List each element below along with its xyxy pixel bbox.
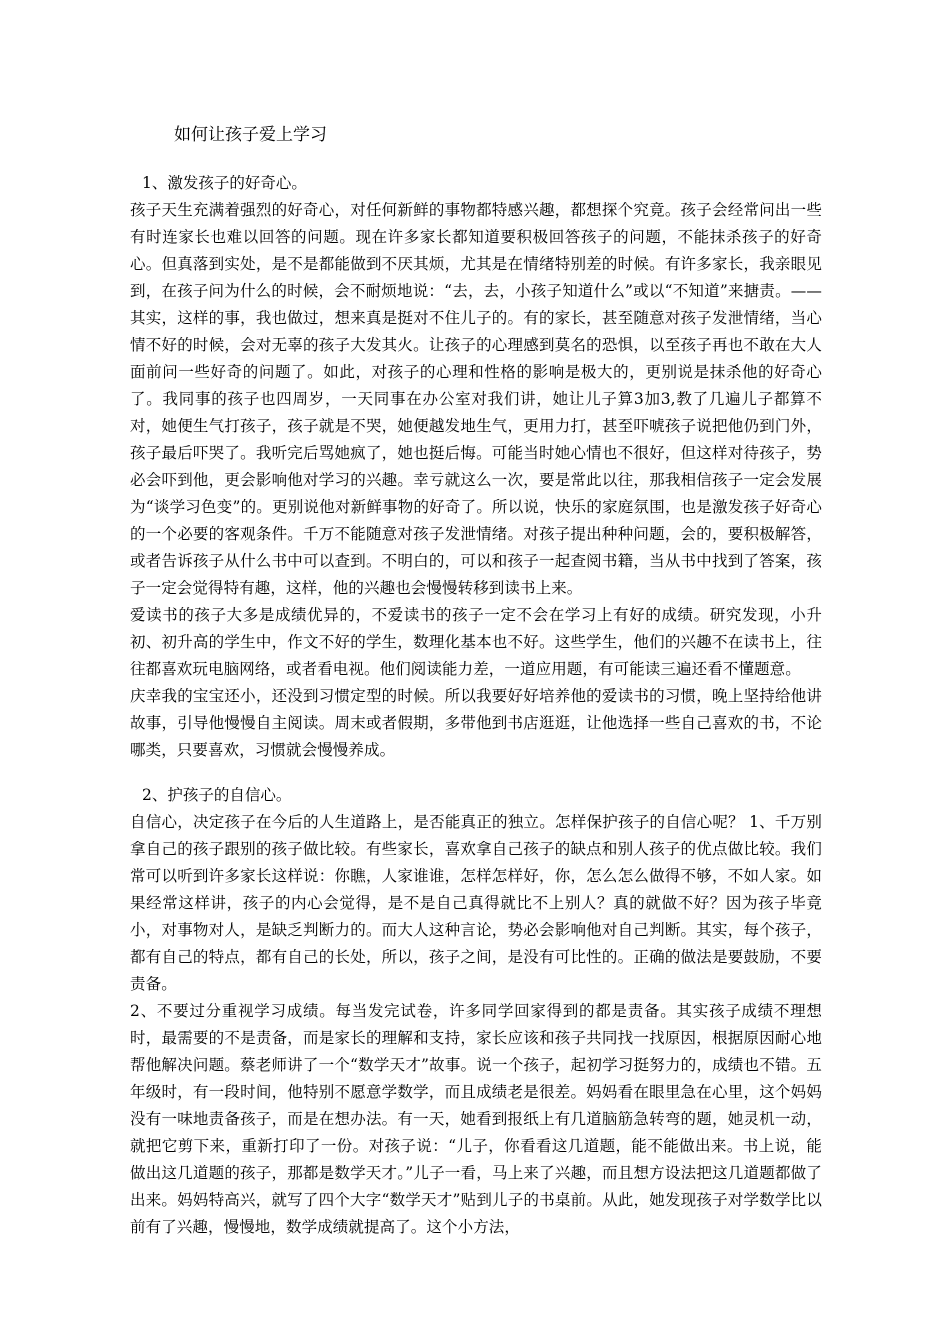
document-page bbox=[130, 118, 822, 1241]
section-heading: 2、护孩子的自信心。 bbox=[142, 786, 292, 804]
paragraph: 孩子天生充满着强烈的好奇心，对任何新鲜的事物都特感兴趣，都想探个究竟。孩子会经常问出一些有时连家长也难以回答的问题。现在许多家长都知道要积极回答孩子的问题，不能抹杀孩子的好奇心。但真落到实处，是不是都能做到不厌其烦，尤其是在情绪特别差的时候。有许多家长，我亲眼见到，在孩子问为什么的时候，会不耐烦地说：“去，去，小孩子知道什么”或以“不知道”来搪责。——其实，这样的事，我也做过，想来真是挺对不住儿子的。有的家长，甚至随意对孩子发泄情绪，当心情不好的时候，会对无辜的孩子大发其火。让孩子的心理感到莫名的恐惧，以至孩子再也不敢在大人面前问一些好奇的问题了。如此，对孩子的心理和性格的影响是极大的，更别说是抹杀他的好奇心了。我同事的孩子也四周岁，一天同事在办公室对我们讲，她让儿子算3加3,教了几遍儿子都算不对，她便生气打孩子，孩子就是不哭，她便越发地生气，更用力打，甚至吓唬孩子说把他仍到门外，孩子最后吓哭了。我听完后骂她疯了，她也挺后悔。可能当时她心情也不很好，但这样对待孩子，势必会吓到他，更会影响他对学习的兴趣。幸亏就这么一次，要是常此以往，那我相信孩子一定会发展为“谈学习色变”的。更别说他对新鲜事物的好奇了。所以说，快乐的家庭氛围，也是激发孩子好奇心的一个必要的客观条件。千万不能随意对孩子发泄情绪。对孩子提出种种问题，会的，要积极解答，或者告诉孩子从什么书中可以查到。不明白的，可以和孩子一起查阅书籍，当从书中找到了答案，孩子一定会觉得特有趣，这样，他的兴趣也会慢慢转移到读书上来。 bbox=[130, 201, 822, 597]
paragraph: 庆幸我的宝宝还小，还没到习惯定型的时候。所以我要好好培养他的爱读书的习惯，晚上坚持给他讲故事，引导他慢慢自主阅读。周末或者假期，多带他到书店逛逛，让他选择一些自己喜欢的书，不论哪类，只要喜欢，习惯就会慢慢养成。 bbox=[130, 687, 822, 759]
section-heading: 1、激发孩子的好奇心。 bbox=[142, 174, 307, 192]
section-curiosity bbox=[130, 170, 822, 764]
paragraph: 爱读书的孩子大多是成绩优异的，不爱读书的孩子一定不会在学习上有好的成绩。研究发现，小升初、初升高的学生中，作文不好的学生，数理化基本也不好。这些学生，他们的兴趣不在读书上，往往都喜欢玩电脑网络，或者看电视。他们阅读能力差，一道应用题，有可能读三遍还看不懂题意。 bbox=[130, 606, 822, 678]
paragraph: 自信心，决定孩子在今后的人生道路上，是否能真正的独立。怎样保护孩子的自信心呢？ 1、千万别拿自己的孩子跟别的孩子做比较。有些家长，喜欢拿自己孩子的缺点和别人孩子的优点做比较。我们常可以听到许多家长这样说：你瞧，人家谁谁，怎样怎样好，你，怎么怎么做得不够，不如人家。如果经常这样讲，孩子的内心会觉得，是不是自己真得就比不上别人？真的就做不好？因为孩子毕竟小，对事物对人，是缺乏判断力的。而大人这种言论，势必会影响他对自己判断。其实，每个孩子，都有自己的特点，都有自己的长处，所以，孩子之间，是没有可比性的。正确的做法是要鼓励，不要责备。 bbox=[130, 813, 822, 993]
section-confidence bbox=[130, 782, 822, 1241]
document-title: 如何让孩子爱上学习 bbox=[174, 125, 327, 145]
paragraph: 2、不要过分重视学习成绩。每当发完试卷，许多同学回家得到的都是责备。其实孩子成绩不理想时，最需要的不是责备，而是家长的理解和支持，家长应该和孩子共同找一找原因，根据原因耐心地帮他解决问题。蔡老师讲了一个“数学天才”故事。说一个孩子，起初学习挺努力的，成绩也不错。五年级时，有一段时间，他特别不愿意学数学，而且成绩老是很差。妈妈看在眼里急在心里，这个妈妈没有一味地责备孩子，而是在想办法。有一天，她看到报纸上有几道脑筋急转弯的题，她灵机一动，就把它剪下来，重新打印了一份。对孩子说：“儿子，你看看这几道题，能不能做出来。书上说，能做出这几道题的孩子，那都是数学天才。”儿子一看，马上来了兴趣，而且想方设法把这几道题都做了出来。妈妈特高兴，就写了四个大字“数学天才”贴到儿子的书桌前。从此，她发现孩子对学数学比以前有了兴趣，慢慢地，数学成绩就提高了。这个小方法， bbox=[130, 1002, 822, 1236]
